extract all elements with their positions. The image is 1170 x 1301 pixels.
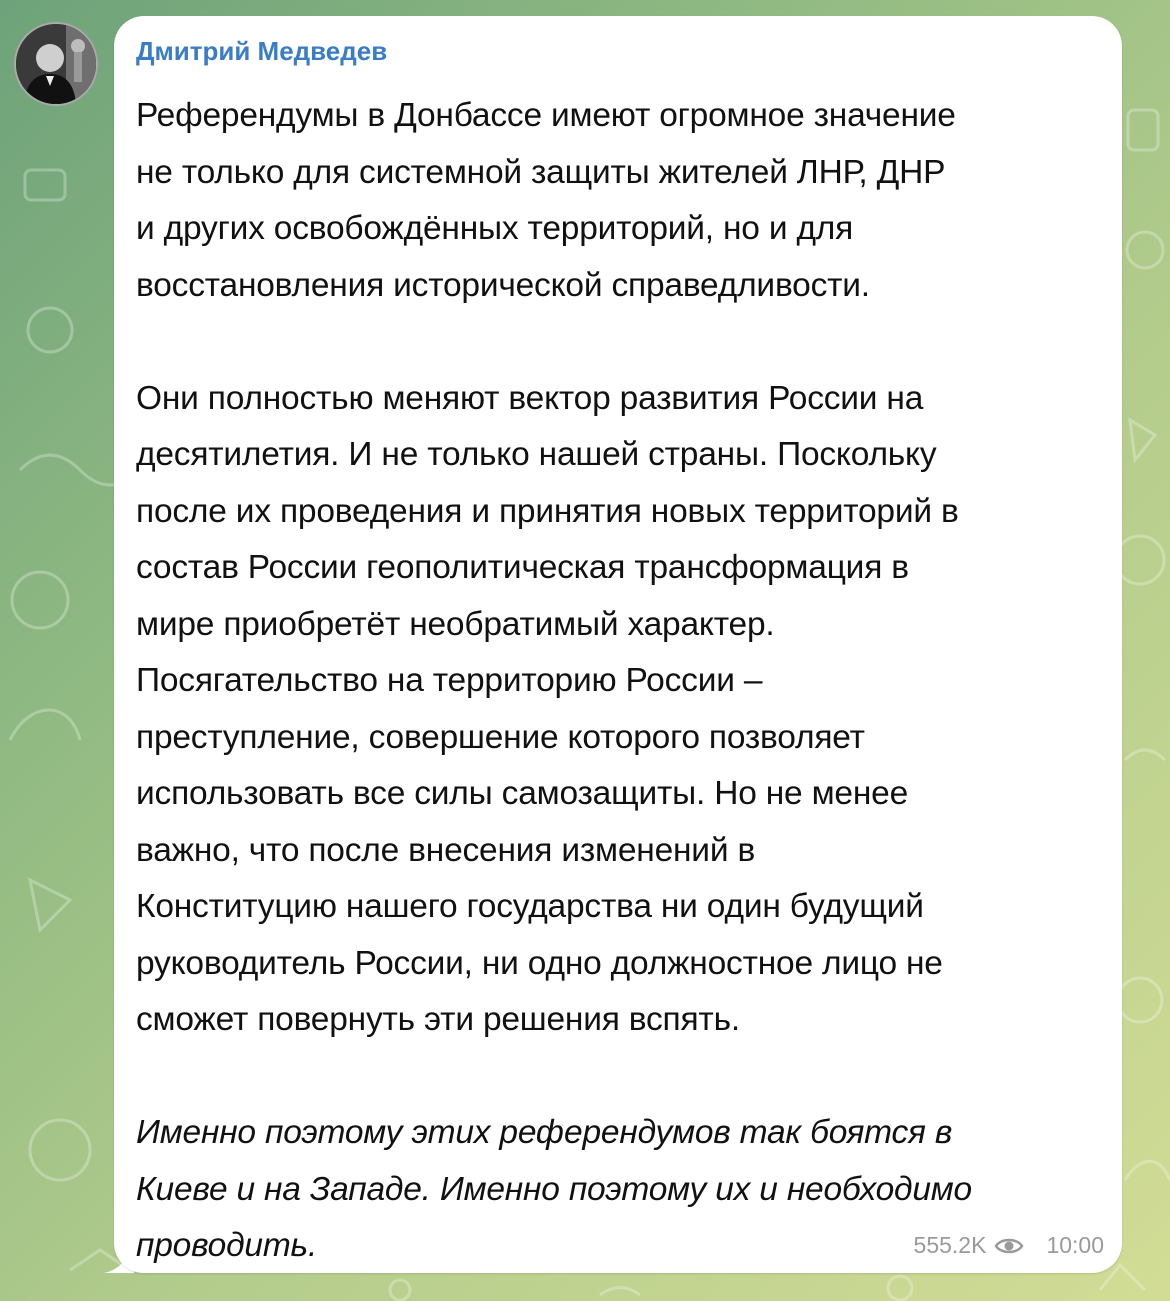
avatar-photo-icon: [16, 24, 96, 104]
view-count: 555.2K: [913, 1232, 987, 1258]
message-paragraph-3: Именно поэтому этих референдумов так боятся в Киеве и на Западе. Именно поэтому их и необходимо проводить.: [136, 1114, 972, 1264]
author-name[interactable]: Дмитрий Медведев: [136, 36, 388, 66]
eye-icon: [994, 1236, 1024, 1256]
message-paragraph-2: Они полностью меняют вектор развития России на десятилетия. И не только нашей страны. Поскольку после их проведения и принятия новых территорий в состав России геополитическая трансформация в мире приобретёт необратимый характер. Посягательство на территорию России – преступление, совершение которого позволяет использовать все силы самозащиты. Но не менее важно, что после внесения изменений в Конституцию нашего государства ни один будущий руководитель России, ни одно должностное лицо не сможет повернуть эти решения вспять.: [136, 379, 959, 1038]
author-avatar[interactable]: [14, 22, 98, 106]
message-text: [136, 88, 1111, 1275]
message-paragraph-1: Референдумы в Донбассе имеют огромное значение не только для системной защиты жителей ЛНР, ДНР и других освобождённых территорий, но и для восстановления исторической справедливости.: [136, 97, 956, 304]
message-meta: [914, 1232, 1104, 1259]
message-bubble[interactable]: [114, 16, 1122, 1273]
message-time: 10:00: [1046, 1232, 1104, 1258]
